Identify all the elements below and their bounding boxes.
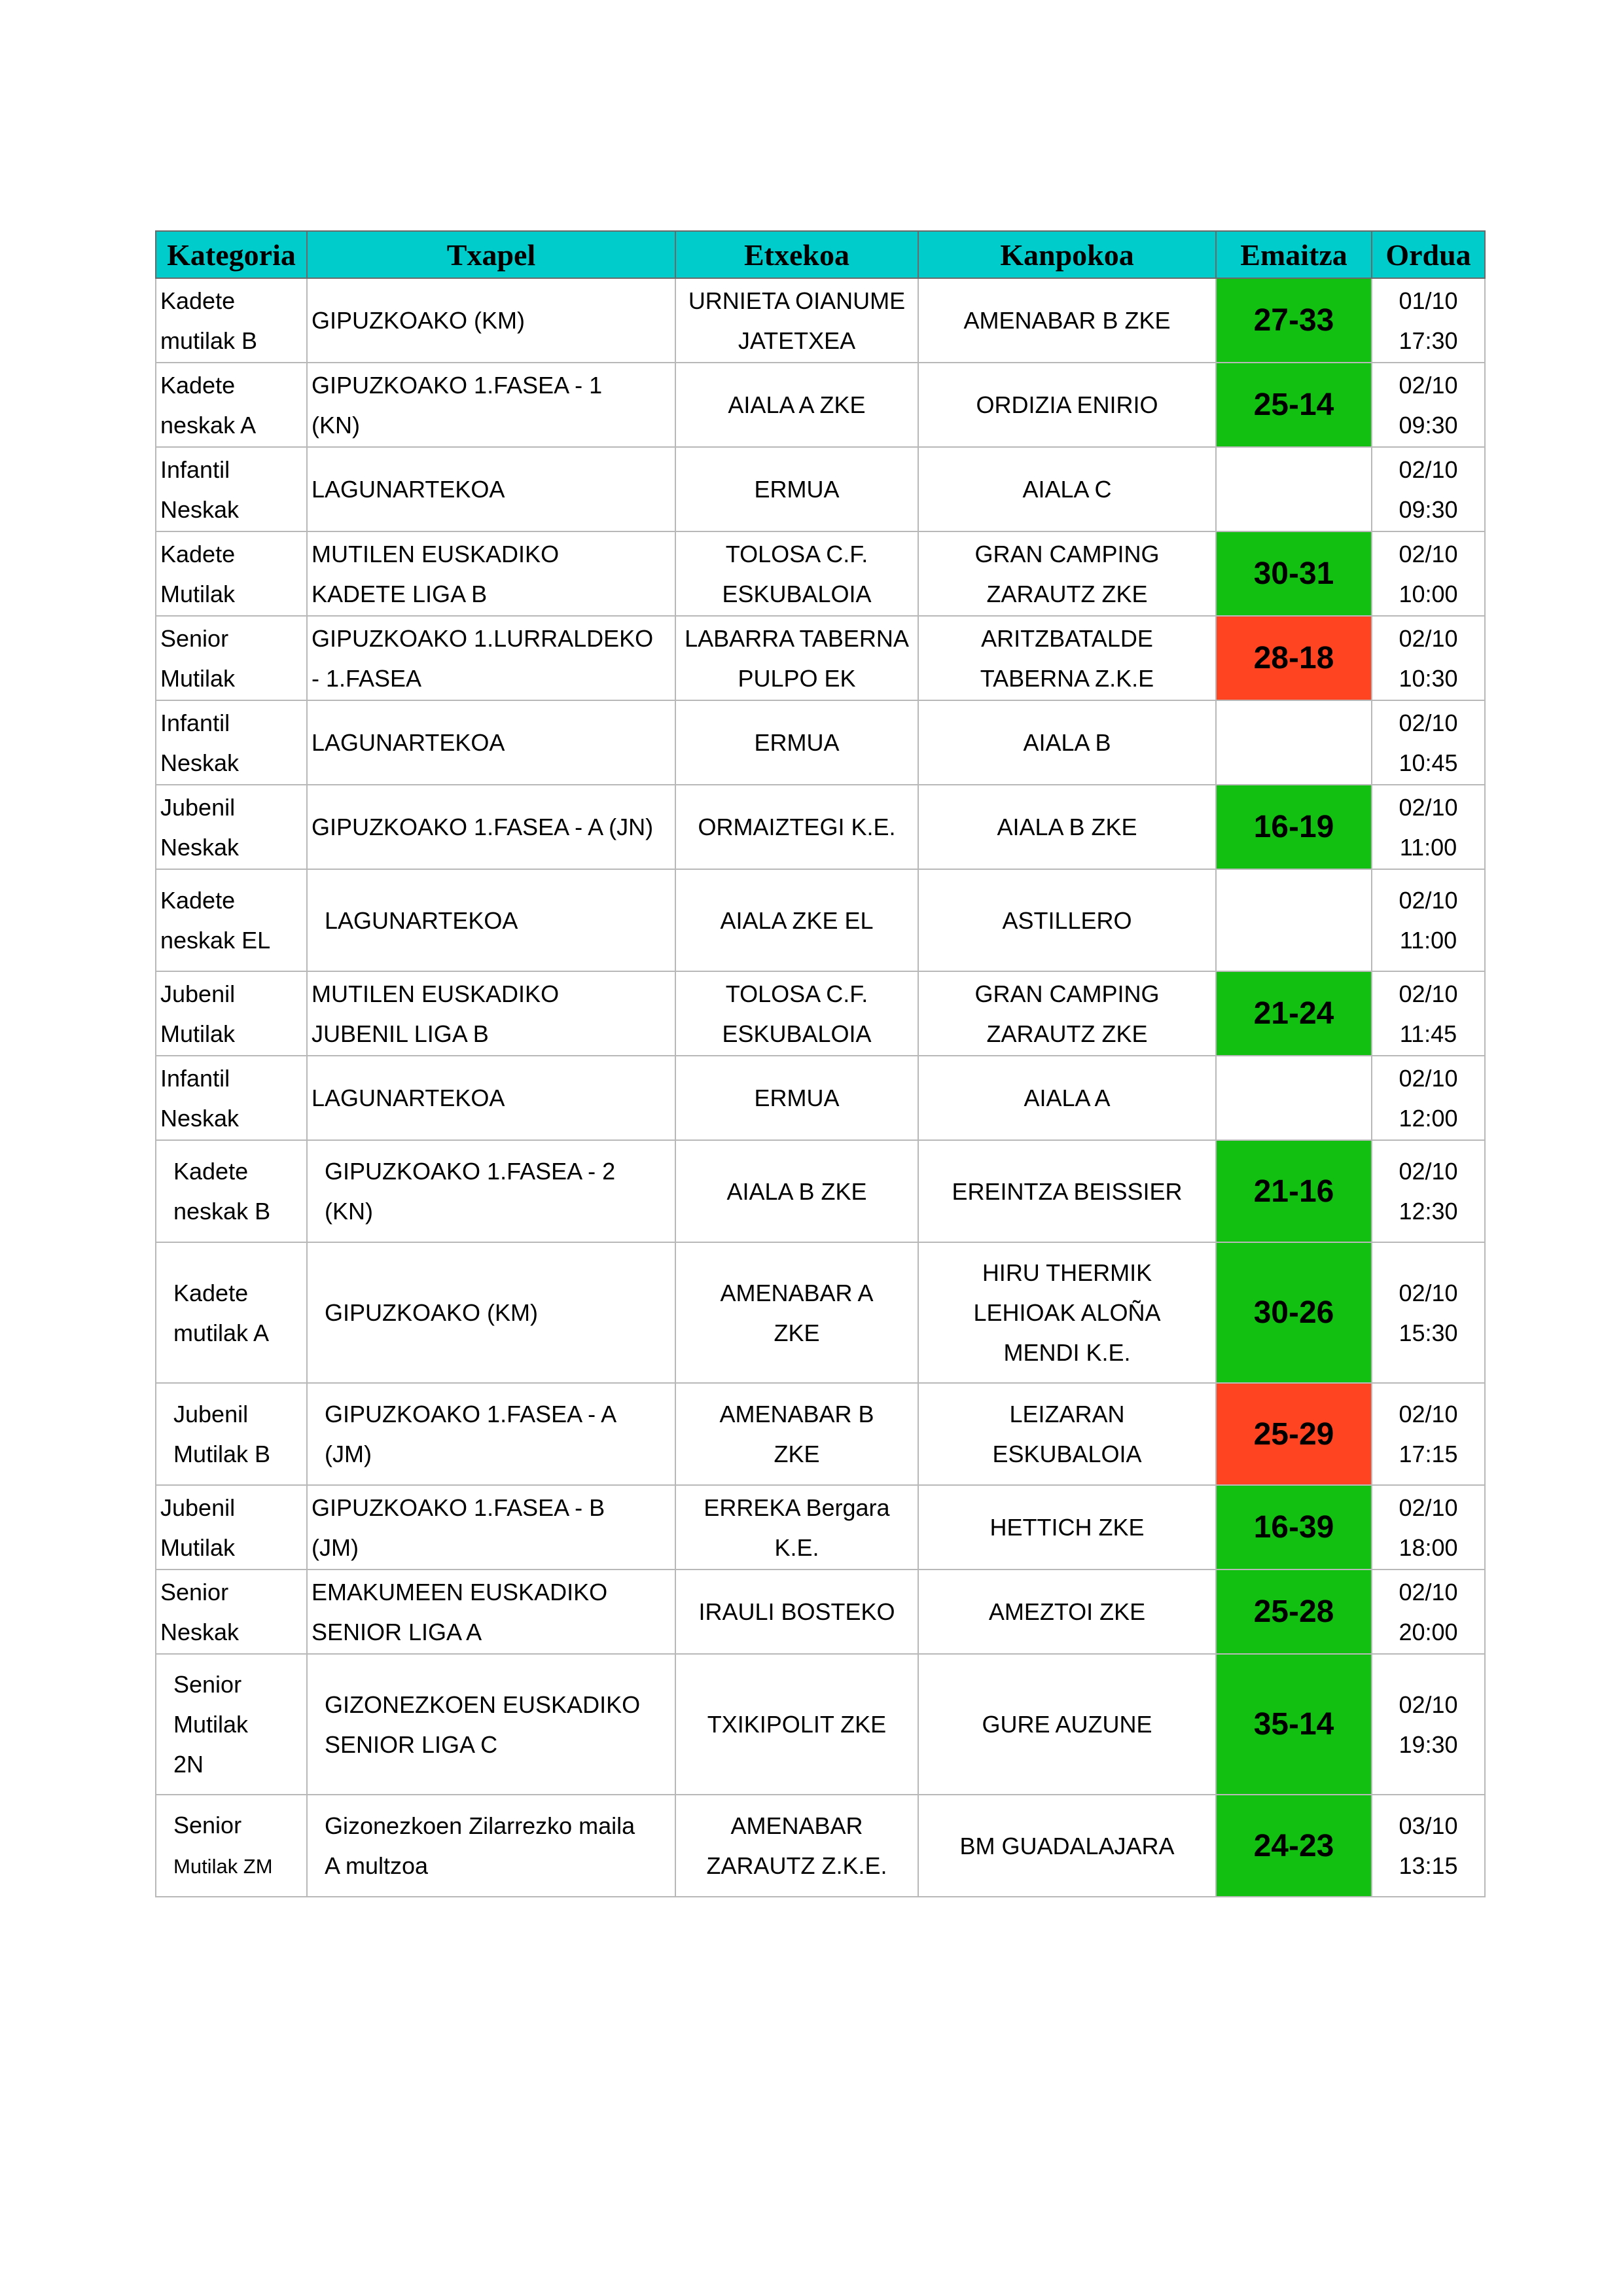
header-etxekoa: Etxekoa <box>675 231 918 278</box>
etxekoa-cell <box>675 869 918 971</box>
kategoria-cell <box>156 363 307 447</box>
emaitza-cell: 24-23 <box>1216 1795 1372 1897</box>
txapel-line: - 1.FASEA <box>312 664 422 692</box>
etxekoa-cell <box>675 1570 918 1654</box>
etxekoa-line: PULPO EK <box>738 664 856 692</box>
kanpokoa-cell <box>918 785 1216 869</box>
etxekoa-cell <box>675 1242 918 1383</box>
kanpokoa-line: GRAN CAMPING <box>974 980 1160 1007</box>
txapel-line: LAGUNARTEKOA <box>312 1085 505 1111</box>
kanpokoa-line: AIALA C <box>1022 476 1112 503</box>
kanpokoa-line: ZARAUTZ ZKE <box>986 580 1148 607</box>
txapel-line: (KN) <box>312 411 360 439</box>
txapel-line: GIPUZKOAKO 1.FASEA - A (JN) <box>312 814 654 840</box>
match-row <box>156 700 1485 785</box>
txapel-cell <box>307 1383 675 1485</box>
kategoria-cell <box>156 971 307 1056</box>
match-row <box>156 1056 1485 1140</box>
etxekoa-cell <box>675 1056 918 1140</box>
txapel-cell <box>307 278 675 363</box>
date-text: 02/10 <box>1399 1064 1458 1092</box>
etxekoa-line: ERMUA <box>754 729 840 756</box>
kanpokoa-cell <box>918 1140 1216 1242</box>
date-text: 02/10 <box>1399 887 1458 914</box>
etxekoa-line: URNIETA OIANUME <box>688 287 906 314</box>
kanpokoa-line: AMEZTOI ZKE <box>988 1598 1146 1625</box>
etxekoa-line: K.E. <box>774 1534 819 1561</box>
kategoria-line: Senior <box>173 1671 242 1698</box>
txapel-line: (JM) <box>325 1441 372 1467</box>
date-text: 01/10 <box>1399 287 1458 314</box>
txapel-cell <box>307 869 675 971</box>
etxekoa-cell <box>675 531 918 616</box>
etxekoa-line: LABARRA TABERNA <box>685 624 909 652</box>
kanpokoa-line: AIALA B <box>1023 729 1111 756</box>
txapel-line: GIPUZKOAKO 1.FASEA - A <box>325 1401 617 1427</box>
etxekoa-cell <box>675 1383 918 1485</box>
kanpokoa-line: AIALA A <box>1024 1085 1111 1111</box>
ordua-cell <box>1372 616 1485 700</box>
kanpokoa-line: LEHIOAK ALOÑA <box>973 1299 1161 1326</box>
ordua-cell <box>1372 785 1485 869</box>
kanpokoa-cell <box>918 1654 1216 1795</box>
kanpokoa-line: TABERNA Z.K.E <box>980 664 1154 692</box>
time-text: 17:30 <box>1399 327 1458 354</box>
time-text: 11:45 <box>1399 1020 1457 1047</box>
kategoria-line: mutilak B <box>160 327 258 354</box>
kanpokoa-line: GRAN CAMPING <box>974 540 1160 567</box>
etxekoa-line: ESKUBALOIA <box>722 580 872 607</box>
etxekoa-line: AIALA A ZKE <box>728 391 866 418</box>
kategoria-line: Infantil <box>160 1064 230 1092</box>
match-row <box>156 1654 1485 1795</box>
emaitza-cell <box>1216 447 1372 531</box>
emaitza-cell: 27-33 <box>1216 278 1372 363</box>
kategoria-cell <box>156 278 307 363</box>
date-text: 02/10 <box>1399 540 1458 567</box>
txapel-line: (KN) <box>325 1198 373 1225</box>
kanpokoa-line: ZARAUTZ ZKE <box>986 1020 1148 1047</box>
txapel-line: GIPUZKOAKO (KM) <box>325 1299 539 1326</box>
emaitza-cell: 28-18 <box>1216 616 1372 700</box>
etxekoa-cell <box>675 1654 918 1795</box>
kategoria-line: Mutilak <box>160 1534 236 1561</box>
kanpokoa-line: ESKUBALOIA <box>992 1441 1142 1467</box>
kanpokoa-cell <box>918 700 1216 785</box>
kategoria-line: neskak EL <box>160 927 271 954</box>
time-text: 12:30 <box>1399 1198 1458 1225</box>
ordua-cell <box>1372 1654 1485 1795</box>
etxekoa-line: TXIKIPOLIT ZKE <box>707 1711 887 1738</box>
txapel-line: EMAKUMEEN EUSKADIKO <box>312 1578 608 1605</box>
etxekoa-line: AIALA ZKE EL <box>720 906 874 934</box>
match-row <box>156 363 1485 447</box>
schedule-table <box>155 230 1486 1897</box>
txapel-line: JUBENIL LIGA B <box>312 1020 489 1047</box>
date-text: 02/10 <box>1399 1158 1458 1185</box>
etxekoa-line: AMENABAR A <box>720 1279 874 1306</box>
time-text: 10:30 <box>1399 664 1458 692</box>
emaitza-cell: 30-26 <box>1216 1242 1372 1383</box>
txapel-line: LAGUNARTEKOA <box>312 476 505 503</box>
ordua-cell <box>1372 1383 1485 1485</box>
kategoria-cell <box>156 1383 307 1485</box>
emaitza-cell <box>1216 869 1372 971</box>
kategoria-line: Senior <box>160 624 229 652</box>
txapel-cell <box>307 1140 675 1242</box>
txapel-line: GIPUZKOAKO 1.FASEA - 2 <box>325 1158 616 1185</box>
header-txapel: Txapel <box>307 231 675 278</box>
match-row <box>156 869 1485 971</box>
kanpokoa-line: BM GUADALAJARA <box>959 1832 1175 1859</box>
kategoria-cell <box>156 1570 307 1654</box>
etxekoa-line: AIALA B ZKE <box>726 1177 867 1205</box>
emaitza-cell: 16-19 <box>1216 785 1372 869</box>
time-text: 18:00 <box>1399 1534 1458 1561</box>
etxekoa-line: JATETXEA <box>738 327 856 354</box>
txapel-line: GIPUZKOAKO 1.FASEA - 1 <box>312 371 603 399</box>
txapel-line: GIPUZKOAKO 1.FASEA - B <box>312 1494 605 1521</box>
kategoria-cell <box>156 531 307 616</box>
kanpokoa-cell <box>918 1056 1216 1140</box>
time-text: 13:15 <box>1399 1852 1458 1879</box>
kategoria-cell <box>156 1140 307 1242</box>
txapel-cell <box>307 971 675 1056</box>
txapel-cell <box>307 616 675 700</box>
txapel-line: LAGUNARTEKOA <box>325 906 518 934</box>
kategoria-line: Infantil <box>160 709 230 736</box>
date-text: 02/10 <box>1399 1279 1458 1306</box>
kategoria-cell <box>156 1795 307 1897</box>
kategoria-line: Jubenil <box>160 793 236 821</box>
kategoria-line: Kadete <box>160 540 236 567</box>
kategoria-line: Mutilak <box>173 1711 249 1738</box>
match-row <box>156 616 1485 700</box>
date-text: 02/10 <box>1399 1578 1458 1605</box>
kategoria-line: Mutilak <box>160 664 236 692</box>
kategoria-line: Kadete <box>160 287 236 314</box>
header-ordua: Ordua <box>1372 231 1485 278</box>
emaitza-cell: 21-24 <box>1216 971 1372 1056</box>
kategoria-line: Kadete <box>173 1279 249 1306</box>
kategoria-line: neskak B <box>173 1198 271 1225</box>
txapel-cell <box>307 363 675 447</box>
etxekoa-line: ZARAUTZ Z.K.E. <box>706 1852 887 1879</box>
kategoria-line: Jubenil <box>160 1494 236 1521</box>
kategoria-cell <box>156 447 307 531</box>
etxekoa-line: ORMAIZTEGI K.E. <box>698 814 896 840</box>
kategoria-line: Neskak <box>160 1104 240 1132</box>
kanpokoa-line: AMENABAR B ZKE <box>963 307 1171 334</box>
kategoria-line: Mutilak B <box>173 1441 271 1467</box>
kanpokoa-line: ARITZBATALDE <box>981 624 1153 652</box>
date-text: 02/10 <box>1399 1401 1458 1427</box>
kategoria-line: Kadete <box>173 1158 249 1185</box>
etxekoa-cell <box>675 1795 918 1897</box>
date-text: 02/10 <box>1399 793 1458 821</box>
kanpokoa-cell <box>918 869 1216 971</box>
ordua-cell <box>1372 869 1485 971</box>
kategoria-line: Mutilak <box>160 1020 236 1047</box>
ordua-cell <box>1372 447 1485 531</box>
kanpokoa-line: HIRU THERMIK <box>982 1259 1152 1286</box>
etxekoa-line: ESKUBALOIA <box>722 1020 872 1047</box>
kategoria-cell <box>156 1242 307 1383</box>
time-text: 10:00 <box>1399 580 1458 607</box>
ordua-cell <box>1372 363 1485 447</box>
time-text: 15:30 <box>1399 1319 1458 1346</box>
emaitza-cell: 35-14 <box>1216 1654 1372 1795</box>
ordua-cell <box>1372 1485 1485 1570</box>
ordua-cell <box>1372 1140 1485 1242</box>
match-row <box>156 278 1485 363</box>
header-kanpokoa: Kanpokoa <box>918 231 1216 278</box>
emaitza-cell: 16-39 <box>1216 1485 1372 1570</box>
etxekoa-cell <box>675 1140 918 1242</box>
header-row <box>156 231 1485 278</box>
kategoria-line: Neskak <box>160 749 240 776</box>
ordua-cell <box>1372 1570 1485 1654</box>
ordua-cell <box>1372 278 1485 363</box>
txapel-cell <box>307 1570 675 1654</box>
kategoria-cell <box>156 1654 307 1795</box>
emaitza-cell <box>1216 700 1372 785</box>
kategoria-cell <box>156 700 307 785</box>
kategoria-line: Senior <box>173 1812 242 1839</box>
time-text: 20:00 <box>1399 1618 1458 1645</box>
kanpokoa-line: MENDI K.E. <box>1003 1339 1131 1366</box>
time-text: 19:30 <box>1399 1731 1458 1758</box>
kanpokoa-line: GURE AUZUNE <box>982 1711 1152 1738</box>
ordua-cell <box>1372 531 1485 616</box>
kategoria-line: Neskak <box>160 495 240 523</box>
time-text: 09:30 <box>1399 495 1458 523</box>
txapel-line: LAGUNARTEKOA <box>312 729 505 756</box>
ordua-cell <box>1372 700 1485 785</box>
kategoria-cell <box>156 1485 307 1570</box>
kategoria-cell <box>156 785 307 869</box>
kanpokoa-cell <box>918 1242 1216 1383</box>
match-row <box>156 971 1485 1056</box>
match-row <box>156 785 1485 869</box>
kategoria-cell <box>156 1056 307 1140</box>
kategoria-cell <box>156 869 307 971</box>
kanpokoa-cell <box>918 531 1216 616</box>
txapel-cell <box>307 531 675 616</box>
match-row <box>156 1485 1485 1570</box>
emaitza-cell <box>1216 1056 1372 1140</box>
emaitza-cell: 21-16 <box>1216 1140 1372 1242</box>
kategoria-line: neskak A <box>160 411 257 439</box>
ordua-cell <box>1372 1056 1485 1140</box>
txapel-cell <box>307 785 675 869</box>
date-text: 02/10 <box>1399 624 1458 652</box>
kategoria-line: mutilak A <box>173 1319 270 1346</box>
time-text: 17:15 <box>1399 1441 1458 1467</box>
kanpokoa-line: ASTILLERO <box>1002 906 1132 934</box>
header-kategoria: Kategoria <box>156 231 307 278</box>
kategoria-line: Jubenil <box>173 1401 249 1427</box>
date-text: 02/10 <box>1399 980 1458 1007</box>
ordua-cell <box>1372 971 1485 1056</box>
etxekoa-cell <box>675 616 918 700</box>
kategoria-line: Neskak <box>160 1618 240 1645</box>
date-text: 02/10 <box>1399 371 1458 399</box>
txapel-line: (JM) <box>312 1534 359 1561</box>
kanpokoa-cell <box>918 616 1216 700</box>
etxekoa-line: ERMUA <box>754 1085 840 1111</box>
txapel-line: SENIOR LIGA C <box>325 1731 498 1758</box>
kanpokoa-cell <box>918 1795 1216 1897</box>
txapel-line: GIZONEZKOEN EUSKADIKO <box>325 1691 641 1718</box>
kanpokoa-cell <box>918 1485 1216 1570</box>
kanpokoa-cell <box>918 1383 1216 1485</box>
txapel-cell <box>307 1485 675 1570</box>
emaitza-cell: 25-29 <box>1216 1383 1372 1485</box>
kanpokoa-cell <box>918 447 1216 531</box>
etxekoa-cell <box>675 700 918 785</box>
kategoria-line: Mutilak <box>160 580 236 607</box>
kanpokoa-line: AIALA B ZKE <box>997 814 1137 840</box>
match-row <box>156 1795 1485 1897</box>
etxekoa-cell <box>675 971 918 1056</box>
etxekoa-cell <box>675 785 918 869</box>
emaitza-cell: 25-14 <box>1216 363 1372 447</box>
kategoria-line: Kadete <box>160 887 236 914</box>
kategoria-line: Jubenil <box>160 980 236 1007</box>
etxekoa-cell <box>675 278 918 363</box>
kanpokoa-cell <box>918 278 1216 363</box>
etxekoa-line: IRAULI BOSTEKO <box>698 1598 895 1625</box>
txapel-line: MUTILEN EUSKADIKO <box>312 540 560 567</box>
time-text: 11:00 <box>1399 833 1457 861</box>
date-text: 02/10 <box>1399 709 1458 736</box>
kanpokoa-line: HETTICH ZKE <box>990 1514 1145 1541</box>
txapel-cell <box>307 1654 675 1795</box>
kanpokoa-line: ORDIZIA ENIRIO <box>976 391 1158 418</box>
time-text: 11:00 <box>1399 927 1457 954</box>
date-text: 03/10 <box>1399 1812 1458 1839</box>
etxekoa-cell <box>675 1485 918 1570</box>
kanpokoa-cell <box>918 363 1216 447</box>
kategoria-line: 2N <box>173 1751 204 1778</box>
etxekoa-cell <box>675 447 918 531</box>
txapel-line: Gizonezkoen Zilarrezko maila <box>325 1812 635 1839</box>
match-row <box>156 1140 1485 1242</box>
kanpokoa-cell <box>918 1570 1216 1654</box>
txapel-cell <box>307 447 675 531</box>
etxekoa-cell <box>675 363 918 447</box>
ordua-cell <box>1372 1795 1485 1897</box>
date-text: 02/10 <box>1399 1691 1458 1718</box>
kategoria-cell <box>156 616 307 700</box>
etxekoa-line: ZKE <box>774 1319 820 1346</box>
txapel-line: KADETE LIGA B <box>312 580 488 607</box>
date-text: 02/10 <box>1399 456 1458 483</box>
time-text: 12:00 <box>1399 1104 1458 1132</box>
txapel-cell <box>307 1242 675 1383</box>
etxekoa-line: ERMUA <box>754 476 840 503</box>
ordua-cell <box>1372 1242 1485 1383</box>
etxekoa-line: TOLOSA C.F. <box>725 980 868 1007</box>
txapel-line: SENIOR LIGA A <box>312 1618 482 1645</box>
kategoria-line: Mutilak ZM <box>173 1855 273 1878</box>
txapel-line: A multzoa <box>325 1852 429 1879</box>
date-text: 02/10 <box>1399 1494 1458 1521</box>
etxekoa-line: AMENABAR B <box>719 1401 874 1427</box>
kategoria-line: Senior <box>160 1578 229 1605</box>
kanpokoa-line: LEIZARAN <box>1009 1401 1125 1427</box>
kategoria-line: Kadete <box>160 371 236 399</box>
etxekoa-line: TOLOSA C.F. <box>725 540 868 567</box>
header-emaitza: Emaitza <box>1216 231 1372 278</box>
emaitza-cell: 30-31 <box>1216 531 1372 616</box>
match-row <box>156 1242 1485 1383</box>
match-row <box>156 1383 1485 1485</box>
kategoria-line: Neskak <box>160 833 240 861</box>
txapel-cell <box>307 1056 675 1140</box>
emaitza-cell: 25-28 <box>1216 1570 1372 1654</box>
txapel-line: GIPUZKOAKO (KM) <box>312 307 526 334</box>
match-row <box>156 531 1485 616</box>
kanpokoa-cell <box>918 971 1216 1056</box>
match-row <box>156 1570 1485 1654</box>
etxekoa-line: AMENABAR <box>730 1812 863 1839</box>
match-row <box>156 447 1485 531</box>
time-text: 09:30 <box>1399 411 1458 439</box>
txapel-line: GIPUZKOAKO 1.LURRALDEKO <box>312 624 654 652</box>
txapel-line: MUTILEN EUSKADIKO <box>312 980 560 1007</box>
kanpokoa-line: EREINTZA BEISSIER <box>952 1177 1183 1205</box>
kategoria-line: Infantil <box>160 456 230 483</box>
time-text: 10:45 <box>1399 749 1458 776</box>
etxekoa-line: ZKE <box>774 1441 820 1467</box>
txapel-cell <box>307 700 675 785</box>
etxekoa-line: ERREKA Bergara <box>704 1494 890 1521</box>
txapel-cell <box>307 1795 675 1897</box>
